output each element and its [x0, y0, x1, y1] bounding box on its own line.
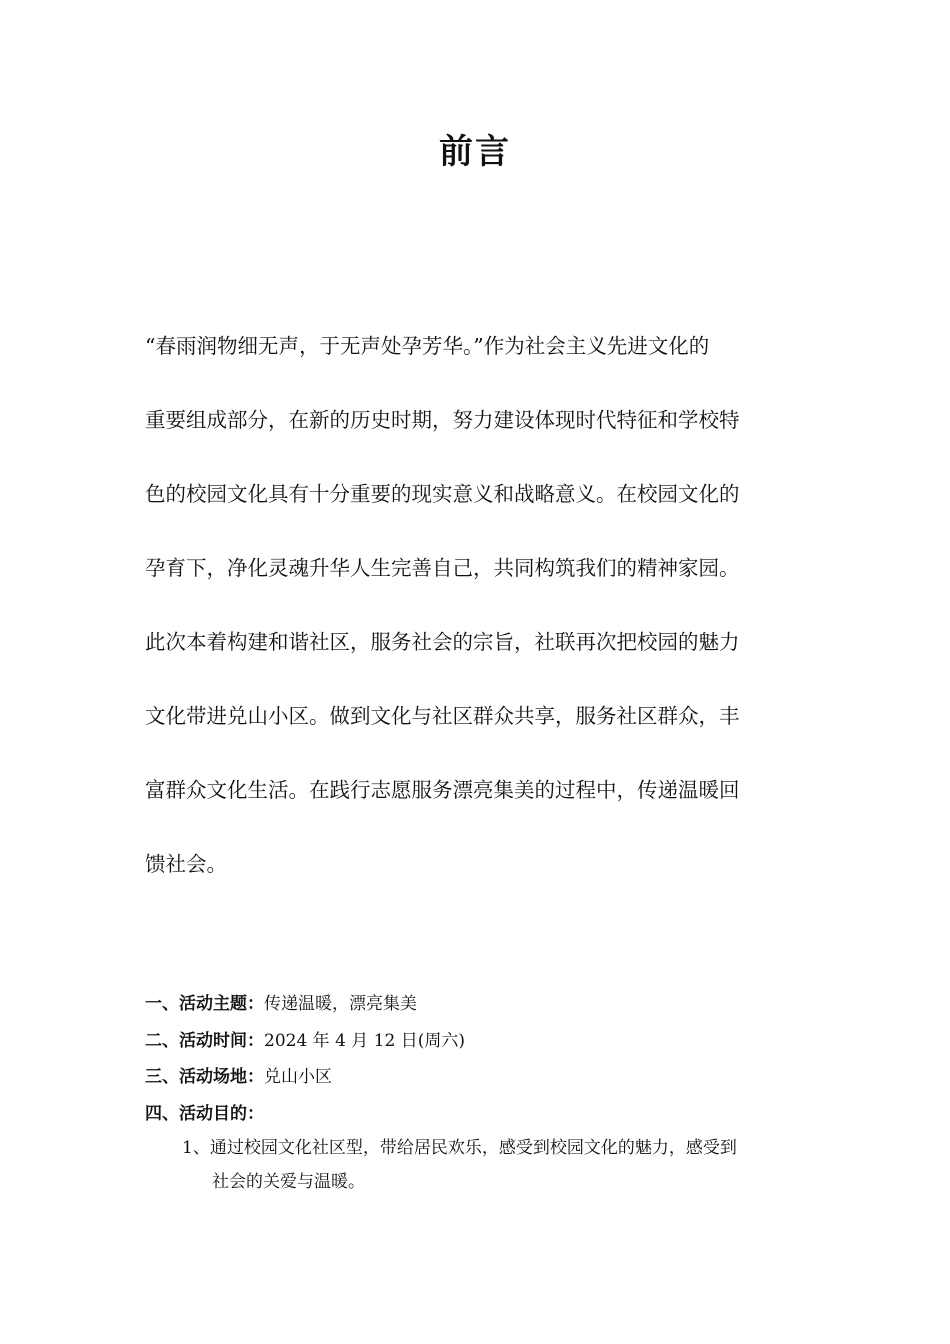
activity-time-label: 二、活动时间：	[145, 1030, 264, 1051]
purpose-list-item	[182, 1134, 807, 1202]
page-title: 前言	[439, 132, 511, 172]
preface-line: “春雨润物细无声，于无声处孕芳华。”作为社会主义先进文化的	[145, 334, 710, 358]
activity-theme-row	[145, 990, 807, 1027]
activity-venue-value: 兑山小区	[264, 1067, 332, 1087]
preface-line: 色的校园文化具有十分重要的现实意义和战略意义。在校园文化的	[145, 482, 740, 506]
preface-line: 重要组成部分，在新的历史时期，努力建设体现时代特征和学校特	[145, 408, 740, 432]
activity-time-value: 2024 年 4 月 12 日(周六)	[264, 1030, 465, 1051]
preface-line: 文化带进兑山小区。做到文化与社区群众共享，服务社区群众，丰	[145, 704, 740, 728]
activity-time-row	[145, 1027, 807, 1064]
activity-theme-value: 传递温暖，漂亮集美	[264, 994, 417, 1014]
activity-info	[145, 990, 807, 1136]
preface-line: 富群众文化生活。在践行志愿服务漂亮集美的过程中，传递温暖回	[145, 778, 740, 802]
preface-line: 馈社会。	[145, 852, 227, 876]
purpose-item-line-continued: 社会的关爱与温暖。	[212, 1172, 365, 1192]
preface-paragraph	[145, 322, 807, 914]
activity-venue-label: 三、活动场地：	[145, 1067, 264, 1087]
purpose-item-line: 1、通过校园文化社区型，带给居民欢乐，感受到校园文化的魅力，感受到	[182, 1138, 737, 1158]
preface-line: 此次本着构建和谐社区，服务社会的宗旨，社联再次把校园的魅力	[145, 630, 740, 654]
preface-line: 孕育下，净化灵魂升华人生完善自己，共同构筑我们的精神家园。	[145, 556, 740, 580]
activity-purpose-label: 四、活动目的：	[145, 1103, 264, 1124]
activity-venue-row	[145, 1063, 807, 1100]
activity-theme-label: 一、活动主题：	[145, 994, 264, 1014]
activity-purpose-row	[145, 1100, 807, 1137]
